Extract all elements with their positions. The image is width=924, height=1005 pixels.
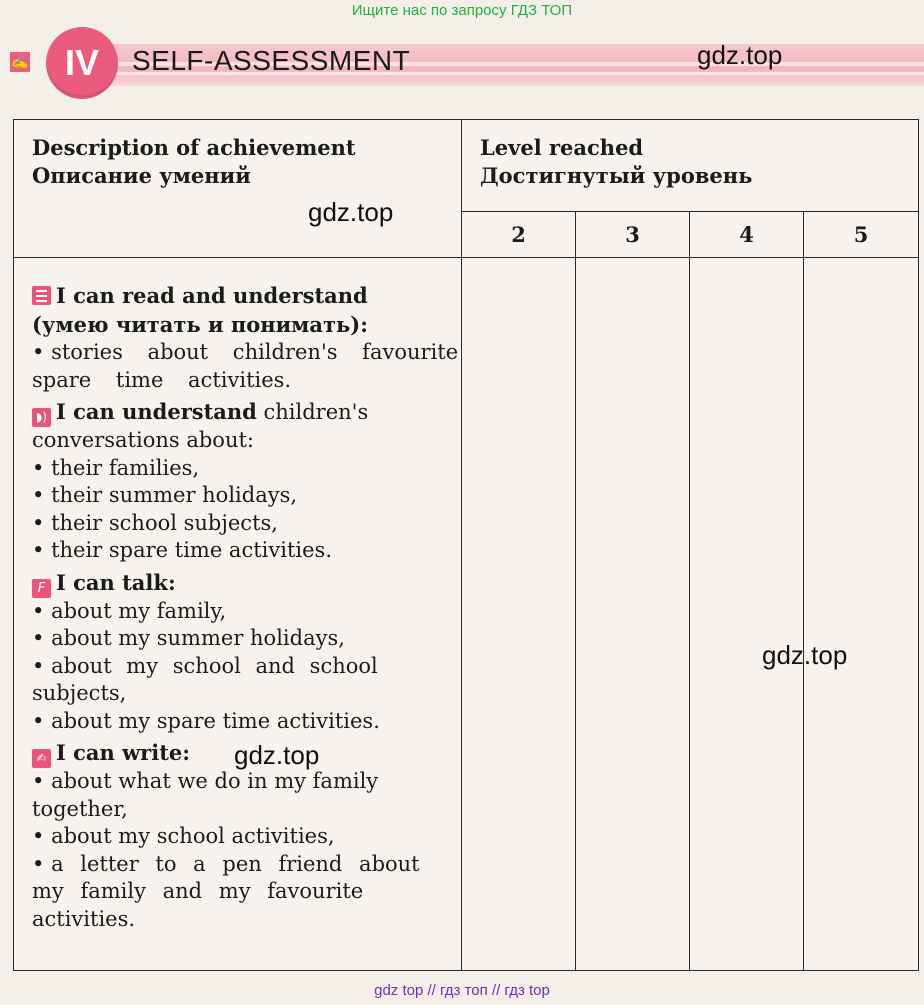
self-assessment-table [13,119,919,971]
read-block: I can read and understand (умею читать и понимать): • stories about children's favourite spare time activities. [32,283,459,392]
read-title-ru: (умею читать и понимать): [32,311,368,337]
unit-number-badge: IV [46,27,118,99]
level-header-cell [462,120,919,212]
write-item: a letter to a pen friend about my family and my favourite activities. [32,851,420,931]
level-2-cell[interactable] [462,258,576,971]
reading-icon [32,286,51,305]
read-title: I can read and understand [56,283,368,308]
write-title: I can write: [56,740,191,765]
write-item: about my school activities, [51,824,335,848]
achievements-cell [14,258,462,971]
listen-title-rest: children's conversations about: [32,400,369,452]
watermark: gdz.top [762,640,848,670]
listen-item: their spare time activities. [51,538,332,562]
description-header-en: Description of achievement [32,135,356,160]
talk-item: about my school and school subjects, [32,653,378,705]
top-banner[interactable]: Ищите нас по запросу ГДЗ ТОП [351,2,573,19]
talk-item: about my family, [51,598,227,623]
description-header-ru: Описание умений [32,163,251,188]
level-header-ru: Достигнутый уровень [480,163,753,188]
level-5-header: 5 [804,212,919,258]
level-4-header: 4 [690,212,804,258]
watermark: gdz.top [234,740,320,770]
level-3-cell[interactable] [576,258,690,971]
listen-title: I can understand [56,399,257,424]
description-header-cell [14,120,462,258]
bottom-banner[interactable]: gdz top // гдз топ // гдз top [374,982,550,999]
talk-item: about my summer holidays, [51,626,345,650]
listening-icon: ◗) [32,408,51,427]
read-item: stories about children's favourite spare time activities. [32,340,459,392]
watermark: gdz.top [697,40,783,70]
talk-title: I can talk: [56,569,176,595]
level-3-header: 3 [576,212,690,258]
speaking-icon: F [32,579,51,598]
talk-item: about my spare time activities. [51,708,380,733]
level-4-cell[interactable] [690,258,804,971]
talk-block: F I can talk: • about my family, • about my summer holidays, • about my school and school subjects, • about my spare time activities. [32,569,380,733]
level-header-en: Level reached [480,135,644,160]
listen-item: their summer holidays, [51,483,298,507]
writing-icon: ✍ [32,749,51,768]
write-block: ✍ I can write: • about what we do in my family together, • about my school activities, • a letter to a pen friend about my family and my favourite activities. [32,740,420,931]
write-item: about what we do in my family together, [32,769,379,821]
listen-item: their families, [51,455,200,480]
level-5-cell[interactable] [804,258,919,971]
listen-item: their school subjects, [51,510,278,535]
level-2-header: 2 [462,212,576,258]
listen-block: ◗) I can understand children's conversations about: • their families, • their summer holidays, • their school subjects, • their spare time activities. [32,399,369,562]
section-title: SELF-ASSESSMENT [132,45,411,76]
watermark: gdz.top [308,197,394,227]
writing-section-icon: ✍ [11,54,29,70]
